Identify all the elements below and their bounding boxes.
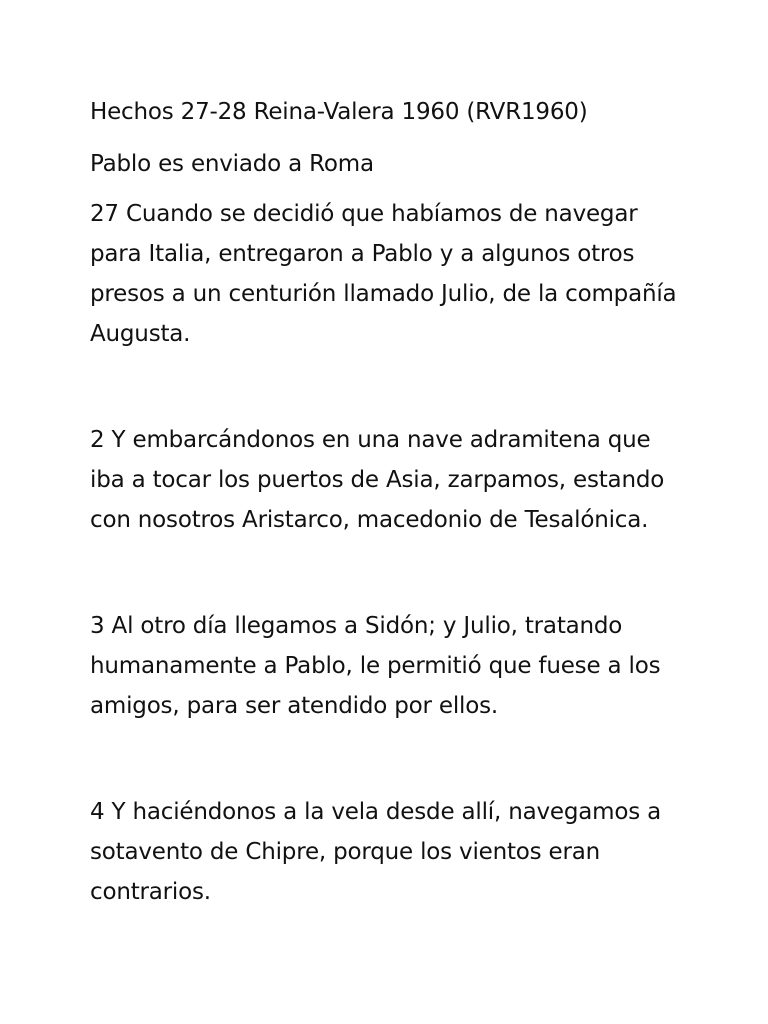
verse-paragraph: 27 Cuando se decidió que habíamos de navegar para Italia, entregaron a Pablo y a algunos otros presos a un centurión llamado Julio, de la compañía Augusta.: [90, 201, 677, 347]
document-page: [90, 92, 690, 912]
verse-paragraph: 4 Y haciéndonos a la vela desde allí, navegamos a sotavento de Chipre, porque los vientos eran contrarios.: [90, 799, 661, 905]
document-heading: Hechos 27-28 Reina-Valera 1960 (RVR1960): [90, 99, 588, 125]
verse-paragraph: 2 Y embarcándonos en una nave adramitena que iba a tocar los puertos de Asia, zarpamos, estando con nosotros Aristarco, macedonio de Tesalónica.: [90, 427, 665, 533]
verse-paragraph: 3 Al otro día llegamos a Sidón; y Julio, tratando humanamente a Pablo, le permitió que fuese a los amigos, para ser atendido por ellos.: [90, 613, 661, 719]
document-subheading: Pablo es enviado a Roma: [90, 151, 374, 177]
